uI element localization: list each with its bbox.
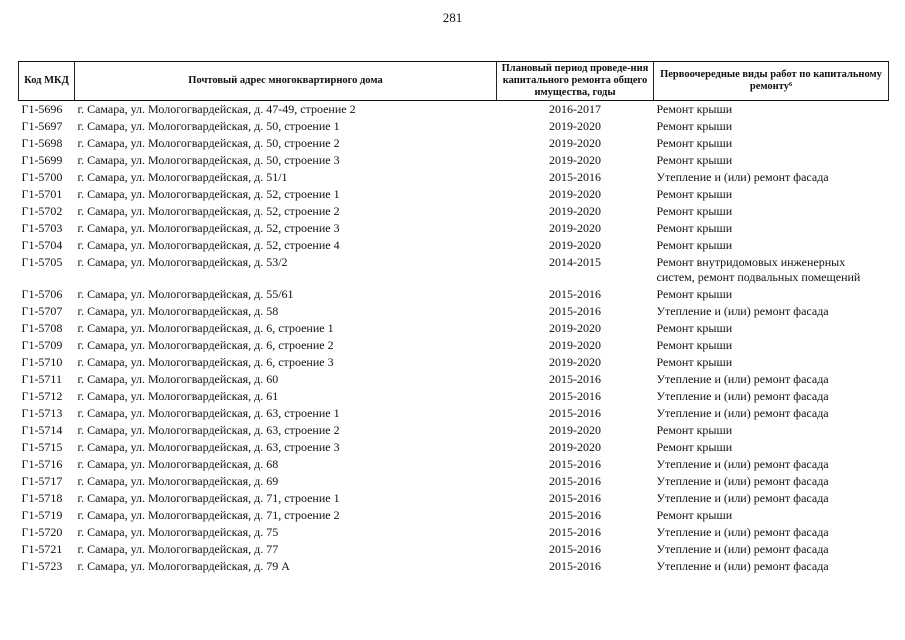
page-number: 281	[442, 10, 463, 25]
header-period: Плановый период проведе-ния капитального ремонта общего имущества, годы	[497, 62, 654, 101]
table-row	[19, 405, 889, 422]
cell-address: г. Самара, ул. Мологогвардейская, д. 50, строение 1	[77, 119, 340, 133]
table-row	[19, 388, 889, 405]
cell-address: г. Самара, ул. Мологогвардейская, д. 63, строение 2	[77, 423, 340, 437]
cell-period: 2015-2016	[549, 406, 601, 420]
cell-period: 2015-2016	[549, 457, 601, 471]
table-row	[19, 186, 889, 203]
housing-repair-table	[18, 61, 889, 575]
cell-period: 2015-2016	[549, 287, 601, 301]
cell-period: 2015-2016	[549, 170, 601, 184]
cell-code: Г1-5701	[21, 187, 63, 201]
table-row	[19, 507, 889, 524]
table-row	[19, 422, 889, 439]
cell-address: г. Самара, ул. Мологогвардейская, д. 63, строение 3	[77, 440, 340, 454]
cell-address: г. Самара, ул. Мологогвардейская, д. 79 А	[77, 559, 290, 573]
cell-address: г. Самара, ул. Мологогвардейская, д. 6, строение 2	[77, 338, 334, 352]
cell-period: 2019-2020	[549, 221, 601, 235]
cell-works: Ремонт крыши	[656, 355, 733, 369]
header-address: Почтовый адрес многоквартирного дома	[75, 62, 497, 101]
cell-period: 2015-2016	[549, 372, 601, 386]
table-row	[19, 135, 889, 152]
table-row	[19, 237, 889, 254]
cell-code: Г1-5708	[21, 321, 63, 335]
table-row	[19, 203, 889, 220]
cell-address: г. Самара, ул. Мологогвардейская, д. 52, строение 4	[77, 238, 340, 252]
cell-code: Г1-5703	[21, 221, 63, 235]
table-row	[19, 541, 889, 558]
table-row	[19, 558, 889, 575]
cell-period: 2019-2020	[549, 338, 601, 352]
cell-address: г. Самара, ул. Мологогвардейская, д. 71, строение 1	[77, 491, 340, 505]
cell-code: Г1-5702	[21, 204, 63, 218]
cell-period: 2019-2020	[549, 153, 601, 167]
cell-period: 2015-2016	[549, 542, 601, 556]
cell-period: 2019-2020	[549, 423, 601, 437]
cell-code: Г1-5716	[21, 457, 63, 471]
cell-code: Г1-5717	[21, 474, 63, 488]
cell-code: Г1-5700	[21, 170, 63, 184]
cell-period: 2019-2020	[549, 204, 601, 218]
cell-works: Утепление и (или) ремонт фасада	[656, 170, 829, 184]
cell-address: г. Самара, ул. Мологогвардейская, д. 68	[77, 457, 279, 471]
cell-works: Утепление и (или) ремонт фасада	[656, 491, 829, 505]
cell-code: Г1-5721	[21, 542, 63, 556]
cell-address: г. Самара, ул. Мологогвардейская, д. 60	[77, 372, 279, 386]
cell-code: Г1-5698	[21, 136, 63, 150]
cell-period: 2019-2020	[549, 136, 601, 150]
cell-period: 2019-2020	[549, 238, 601, 252]
table-row	[19, 354, 889, 371]
cell-period: 2015-2016	[549, 474, 601, 488]
cell-code: Г1-5697	[21, 119, 63, 133]
cell-period: 2014-2015	[549, 255, 601, 269]
cell-works: Утепление и (или) ремонт фасада	[656, 304, 829, 318]
cell-works: Ремонт крыши	[656, 338, 733, 352]
cell-code: Г1-5718	[21, 491, 63, 505]
cell-period: 2015-2016	[549, 525, 601, 539]
cell-code: Г1-5704	[21, 238, 63, 252]
table-row	[19, 320, 889, 337]
cell-address: г. Самара, ул. Мологогвардейская, д. 52, строение 1	[77, 187, 340, 201]
cell-works: Утепление и (или) ремонт фасада	[656, 474, 829, 488]
table-row	[19, 456, 889, 473]
cell-period: 2015-2016	[549, 508, 601, 522]
cell-address: г. Самара, ул. Мологогвардейская, д. 58	[77, 304, 279, 318]
cell-code: Г1-5710	[21, 355, 63, 369]
cell-code: Г1-5709	[21, 338, 63, 352]
table-row	[19, 220, 889, 237]
header-code: Код МКД	[19, 62, 75, 101]
cell-works: Утепление и (или) ремонт фасада	[656, 559, 829, 573]
cell-code: Г1-5707	[21, 304, 63, 318]
cell-works: Утепление и (или) ремонт фасада	[656, 372, 829, 386]
cell-address: г. Самара, ул. Мологогвардейская, д. 50, строение 2	[77, 136, 340, 150]
cell-works: Ремонт крыши	[656, 119, 733, 133]
table-body	[19, 101, 889, 576]
header-row	[19, 62, 889, 101]
cell-works: Ремонт внутридомовых инженерных систем, ремонт подвальных помещений	[656, 255, 861, 284]
cell-period: 2019-2020	[549, 321, 601, 335]
cell-period: 2015-2016	[549, 389, 601, 403]
table-row	[19, 524, 889, 541]
table-row	[19, 371, 889, 388]
cell-works: Утепление и (или) ремонт фасада	[656, 525, 829, 539]
cell-address: г. Самара, ул. Мологогвардейская, д. 52, строение 2	[77, 204, 340, 218]
table-row	[19, 286, 889, 303]
cell-code: Г1-5713	[21, 406, 63, 420]
cell-address: г. Самара, ул. Мологогвардейская, д. 47-49, строение 2	[77, 102, 356, 116]
cell-address: г. Самара, ул. Мологогвардейская, д. 53/2	[77, 255, 288, 269]
table-header	[19, 62, 889, 101]
cell-period: 2019-2020	[549, 119, 601, 133]
table-row	[19, 101, 889, 119]
cell-period: 2019-2020	[549, 187, 601, 201]
cell-address: г. Самара, ул. Мологогвардейская, д. 6, строение 3	[77, 355, 334, 369]
cell-code: Г1-5720	[21, 525, 63, 539]
cell-address: г. Самара, ул. Мологогвардейская, д. 71, строение 2	[77, 508, 340, 522]
cell-code: Г1-5712	[21, 389, 63, 403]
cell-works: Ремонт крыши	[656, 102, 733, 116]
cell-address: г. Самара, ул. Мологогвардейская, д. 69	[77, 474, 279, 488]
cell-works: Ремонт крыши	[656, 153, 733, 167]
table-row	[19, 303, 889, 320]
cell-works: Ремонт крыши	[656, 321, 733, 335]
cell-period: 2015-2016	[549, 304, 601, 318]
cell-address: г. Самара, ул. Мологогвардейская, д. 77	[77, 542, 279, 556]
cell-works: Ремонт крыши	[656, 440, 733, 454]
cell-works: Ремонт крыши	[656, 423, 733, 437]
cell-code: Г1-5715	[21, 440, 63, 454]
cell-code: Г1-5705	[21, 255, 63, 269]
cell-address: г. Самара, ул. Мологогвардейская, д. 55/61	[77, 287, 294, 301]
cell-period: 2019-2020	[549, 440, 601, 454]
cell-address: г. Самара, ул. Мологогвардейская, д. 6, строение 1	[77, 321, 334, 335]
cell-period: 2015-2016	[549, 559, 601, 573]
cell-address: г. Самара, ул. Мологогвардейская, д. 51/1	[77, 170, 288, 184]
cell-works: Утепление и (или) ремонт фасада	[656, 457, 829, 471]
cell-address: г. Самара, ул. Мологогвардейская, д. 50, строение 3	[77, 153, 340, 167]
cell-code: Г1-5696	[21, 102, 63, 116]
cell-works: Ремонт крыши	[656, 508, 733, 522]
header-works: Первоочередные виды работ по капитальному ремонту⁶	[654, 62, 889, 101]
cell-period: 2019-2020	[549, 355, 601, 369]
table-row	[19, 337, 889, 354]
table-row	[19, 169, 889, 186]
table-row	[19, 254, 889, 286]
table-row	[19, 118, 889, 135]
cell-code: Г1-5714	[21, 423, 63, 437]
cell-address: г. Самара, ул. Мологогвардейская, д. 75	[77, 525, 279, 539]
cell-works: Утепление и (или) ремонт фасада	[656, 542, 829, 556]
cell-works: Ремонт крыши	[656, 221, 733, 235]
cell-works: Ремонт крыши	[656, 204, 733, 218]
cell-code: Г1-5723	[21, 559, 63, 573]
cell-address: г. Самара, ул. Мологогвардейская, д. 63, строение 1	[77, 406, 340, 420]
cell-address: г. Самара, ул. Мологогвардейская, д. 61	[77, 389, 279, 403]
cell-period: 2015-2016	[549, 491, 601, 505]
cell-period: 2016-2017	[549, 102, 601, 116]
table-row	[19, 473, 889, 490]
cell-code: Г1-5711	[21, 372, 62, 386]
cell-code: Г1-5706	[21, 287, 63, 301]
cell-code: Г1-5699	[21, 153, 63, 167]
table-row	[19, 152, 889, 169]
cell-works: Ремонт крыши	[656, 238, 733, 252]
cell-code: Г1-5719	[21, 508, 63, 522]
cell-works: Ремонт крыши	[656, 287, 733, 301]
table-row	[19, 439, 889, 456]
cell-works: Ремонт крыши	[656, 136, 733, 150]
cell-address: г. Самара, ул. Мологогвардейская, д. 52, строение 3	[77, 221, 340, 235]
table-row	[19, 490, 889, 507]
cell-works: Утепление и (или) ремонт фасада	[656, 389, 829, 403]
cell-works: Ремонт крыши	[656, 187, 733, 201]
cell-works: Утепление и (или) ремонт фасада	[656, 406, 829, 420]
